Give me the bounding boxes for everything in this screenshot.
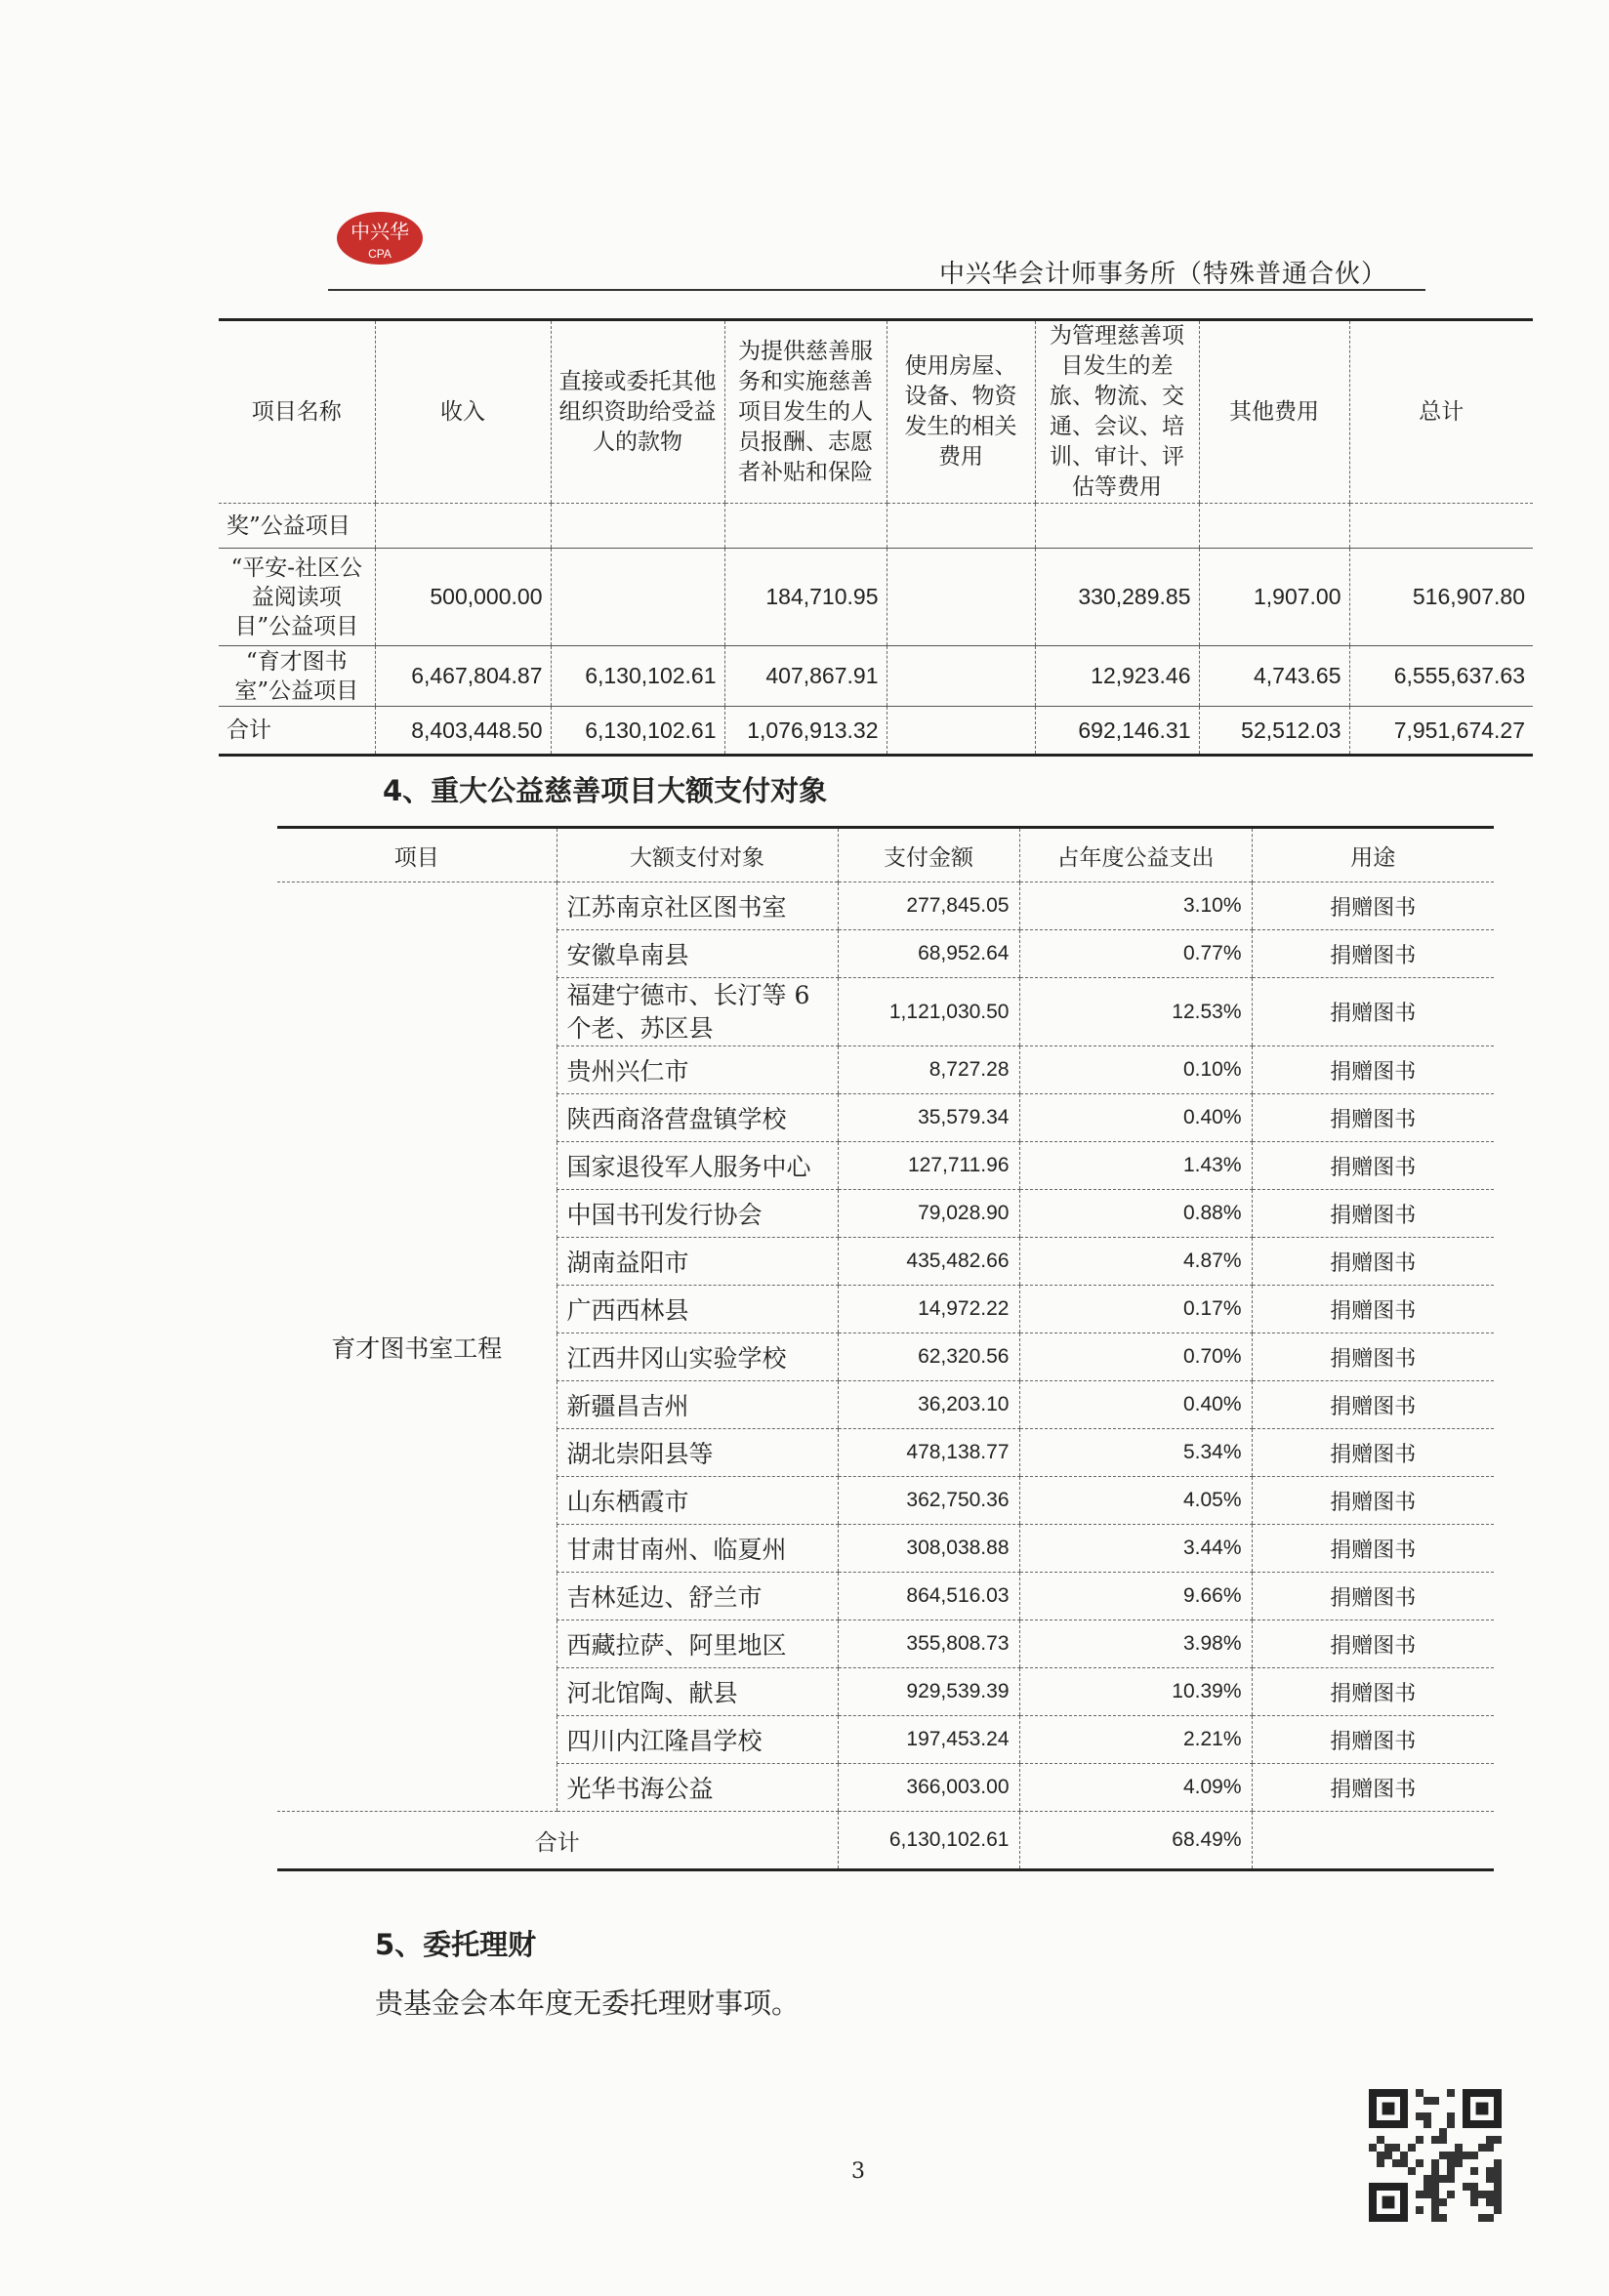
use-cell: 捐赠图书 — [1252, 1764, 1494, 1812]
amount-cell: 62,320.56 — [838, 1333, 1019, 1381]
percent-cell: 0.17% — [1019, 1286, 1252, 1333]
use-cell: 捐赠图书 — [1252, 1668, 1494, 1716]
amount-cell — [887, 549, 1035, 646]
payment-table-header — [277, 828, 1494, 882]
total-percent: 68.49% — [1019, 1812, 1252, 1870]
expense-table-header — [219, 320, 1533, 504]
amount-cell: 14,972.22 — [838, 1286, 1019, 1333]
amount-cell: 516,907.80 — [1349, 549, 1533, 646]
recipient-cell: 河北馆陶、献县 — [557, 1668, 838, 1716]
recipient-cell: 江西井冈山实验学校 — [557, 1333, 838, 1381]
percent-cell: 5.34% — [1019, 1429, 1252, 1477]
recipient-cell: 山东栖霞市 — [557, 1477, 838, 1525]
col-header: 其他费用 — [1199, 320, 1349, 504]
amount-cell — [1035, 504, 1199, 549]
table-row — [219, 646, 1533, 707]
recipient-cell: 中国书刊发行协会 — [557, 1190, 838, 1238]
percent-cell: 1.43% — [1019, 1142, 1252, 1190]
use-cell: 捐赠图书 — [1252, 978, 1494, 1046]
recipient-cell: 西藏拉萨、阿里地区 — [557, 1620, 838, 1668]
use-cell: 捐赠图书 — [1252, 1190, 1494, 1238]
project-cell: 育才图书室工程 — [277, 882, 557, 1812]
use-cell: 捐赠图书 — [1252, 1238, 1494, 1286]
col-header: 大额支付对象 — [557, 828, 838, 882]
amount-cell: 35,579.34 — [838, 1094, 1019, 1142]
amount-cell: 79,028.90 — [838, 1190, 1019, 1238]
large-payment-table — [277, 826, 1494, 1871]
amount-cell: 7,951,674.27 — [1349, 707, 1533, 756]
firm-logo — [334, 209, 426, 267]
use-cell: 捐赠图书 — [1252, 930, 1494, 978]
recipient-cell: 江苏南京社区图书室 — [557, 882, 838, 930]
table-row — [219, 707, 1533, 756]
percent-cell: 10.39% — [1019, 1668, 1252, 1716]
col-header: 总计 — [1349, 320, 1533, 504]
amount-cell — [887, 504, 1035, 549]
recipient-cell: 湖南益阳市 — [557, 1238, 838, 1286]
amount-cell: 308,038.88 — [838, 1525, 1019, 1573]
use-cell: 捐赠图书 — [1252, 1046, 1494, 1094]
use-cell: 捐赠图书 — [1252, 1094, 1494, 1142]
total-label: 合计 — [277, 1812, 838, 1870]
percent-cell: 4.87% — [1019, 1238, 1252, 1286]
amount-cell: 197,453.24 — [838, 1716, 1019, 1764]
recipient-cell: 吉林延边、舒兰市 — [557, 1573, 838, 1620]
amount-cell — [724, 504, 887, 549]
recipient-cell: 贵州兴仁市 — [557, 1046, 838, 1094]
page-number: 3 — [851, 2159, 865, 2184]
amount-cell — [887, 646, 1035, 707]
table-row — [219, 504, 1533, 549]
use-cell: 捐赠图书 — [1252, 1525, 1494, 1573]
recipient-cell: 四川内江隆昌学校 — [557, 1716, 838, 1764]
amount-cell: 330,289.85 — [1035, 549, 1199, 646]
col-header: 直接或委托其他组织资助给受益人的款物 — [551, 320, 724, 504]
amount-cell — [375, 504, 551, 549]
amount-cell: 277,845.05 — [838, 882, 1019, 930]
amount-cell: 362,750.36 — [838, 1477, 1019, 1525]
use-cell: 捐赠图书 — [1252, 1620, 1494, 1668]
recipient-cell: 广西西林县 — [557, 1286, 838, 1333]
recipient-cell: 湖北崇阳县等 — [557, 1429, 838, 1477]
project-name-cell: 奖”公益项目 — [227, 512, 351, 539]
total-use-cell — [1252, 1812, 1494, 1870]
amount-cell: 435,482.66 — [838, 1238, 1019, 1286]
amount-cell: 4,743.65 — [1199, 646, 1349, 707]
recipient-cell: 安徽阜南县 — [557, 930, 838, 978]
table-row — [219, 549, 1533, 646]
firm-name: 中兴华会计师事务所（特殊普通合伙） — [939, 260, 1388, 289]
percent-cell: 0.40% — [1019, 1094, 1252, 1142]
col-header: 收入 — [375, 320, 551, 504]
amount-cell: 500,000.00 — [375, 549, 551, 646]
logo-text: 中兴华 — [351, 220, 409, 243]
use-cell: 捐赠图书 — [1252, 1142, 1494, 1190]
amount-cell: 1,121,030.50 — [838, 978, 1019, 1046]
col-header: 支付金额 — [838, 828, 1019, 882]
amount-cell — [551, 549, 724, 646]
percent-cell: 2.21% — [1019, 1716, 1252, 1764]
amount-cell: 355,808.73 — [838, 1620, 1019, 1668]
col-header: 项目 — [393, 844, 439, 871]
amount-cell: 6,130,102.61 — [551, 646, 724, 707]
percent-cell: 0.10% — [1019, 1046, 1252, 1094]
percent-cell: 9.66% — [1019, 1573, 1252, 1620]
amount-cell: 366,003.00 — [838, 1764, 1019, 1812]
percent-cell: 3.44% — [1019, 1525, 1252, 1573]
use-cell: 捐赠图书 — [1252, 1429, 1494, 1477]
use-cell: 捐赠图书 — [1252, 1381, 1494, 1429]
recipient-cell: 光华书海公益 — [557, 1764, 838, 1812]
amount-cell: 6,130,102.61 — [551, 707, 724, 756]
amount-cell: 68,952.64 — [838, 930, 1019, 978]
use-cell: 捐赠图书 — [1252, 1286, 1494, 1333]
recipient-cell: 福建宁德市、长汀等 6 个老、苏区县 — [557, 978, 838, 1046]
section-5-title: 5、委托理财 — [375, 1928, 537, 1961]
col-header: 为提供慈善服务和实施慈善项目发生的人员报酬、志愿者补贴和保险 — [724, 320, 887, 504]
amount-cell: 929,539.39 — [838, 1668, 1019, 1716]
project-name-cell: “平安-社区公益阅读项目”公益项目 — [230, 554, 363, 639]
amount-cell: 6,555,637.63 — [1349, 646, 1533, 707]
recipient-cell: 陕西商洛营盘镇学校 — [557, 1094, 838, 1142]
amount-cell: 127,711.96 — [838, 1142, 1019, 1190]
total-amount: 6,130,102.61 — [838, 1812, 1019, 1870]
amount-cell: 692,146.31 — [1035, 707, 1199, 756]
amount-cell: 407,867.91 — [724, 646, 887, 707]
percent-cell: 12.53% — [1019, 978, 1252, 1046]
recipient-cell: 甘肃甘南州、临夏州 — [557, 1525, 838, 1573]
use-cell: 捐赠图书 — [1252, 1573, 1494, 1620]
amount-cell: 36,203.10 — [838, 1381, 1019, 1429]
use-cell: 捐赠图书 — [1252, 1333, 1494, 1381]
amount-cell: 6,467,804.87 — [375, 646, 551, 707]
col-header: 使用房屋、设备、物资发生的相关费用 — [887, 320, 1035, 504]
amount-cell: 478,138.77 — [838, 1429, 1019, 1477]
amount-cell: 8,727.28 — [838, 1046, 1019, 1094]
use-cell: 捐赠图书 — [1252, 882, 1494, 930]
amount-cell — [551, 504, 724, 549]
qr-code-icon — [1369, 2089, 1502, 2222]
col-header: 占年度公益支出 — [1019, 828, 1252, 882]
amount-cell: 8,403,448.50 — [375, 707, 551, 756]
amount-cell: 864,516.03 — [838, 1573, 1019, 1620]
table-row — [277, 882, 1494, 930]
percent-cell: 0.88% — [1019, 1190, 1252, 1238]
recipient-cell: 新疆昌吉州 — [557, 1381, 838, 1429]
amount-cell: 1,076,913.32 — [724, 707, 887, 756]
amount-cell — [1349, 504, 1533, 549]
percent-cell: 0.77% — [1019, 930, 1252, 978]
percent-cell: 4.09% — [1019, 1764, 1252, 1812]
project-name-cell: “育才图书室”公益项目 — [234, 648, 359, 704]
total-row — [277, 1812, 1494, 1870]
amount-cell: 1,907.00 — [1199, 549, 1349, 646]
section-4-title: 4、重大公益慈善项目大额支付对象 — [383, 774, 828, 807]
use-cell: 捐赠图书 — [1252, 1716, 1494, 1764]
amount-cell: 52,512.03 — [1199, 707, 1349, 756]
section-5-text: 贵基金会本年度无委托理财事项。 — [375, 1987, 801, 2020]
amount-cell — [887, 707, 1035, 756]
expense-table — [219, 318, 1533, 757]
percent-cell: 0.70% — [1019, 1333, 1252, 1381]
recipient-cell: 国家退役军人服务中心 — [557, 1142, 838, 1190]
header-rule — [328, 289, 1425, 291]
percent-cell: 0.40% — [1019, 1381, 1252, 1429]
col-header: 用途 — [1252, 828, 1494, 882]
amount-cell — [1199, 504, 1349, 549]
col-header: 项目名称 — [219, 320, 375, 504]
project-name-cell: 合计 — [227, 718, 271, 743]
percent-cell: 4.05% — [1019, 1477, 1252, 1525]
logo-sub: CPA — [368, 247, 392, 261]
amount-cell: 12,923.46 — [1035, 646, 1199, 707]
use-cell: 捐赠图书 — [1252, 1477, 1494, 1525]
col-header: 为管理慈善项目发生的差旅、物流、交通、会议、培训、审计、评估等费用 — [1035, 320, 1199, 504]
amount-cell: 184,710.95 — [724, 549, 887, 646]
percent-cell: 3.98% — [1019, 1620, 1252, 1668]
percent-cell: 3.10% — [1019, 882, 1252, 930]
